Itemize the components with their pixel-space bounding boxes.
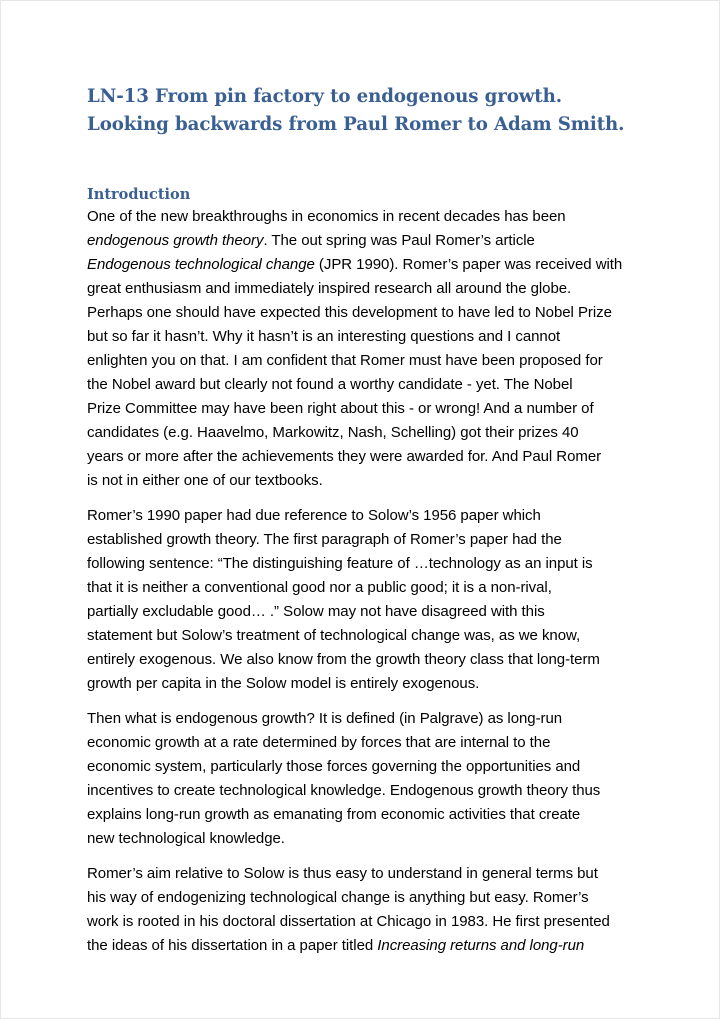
text-run: that it is neither a conventional good nor a public good; it is a non-rival, <box>87 579 552 596</box>
italic-text: endogenous growth theory <box>87 232 264 249</box>
text-run: economic system, particularly those forces governing the opportunities and <box>87 758 581 775</box>
document-title <box>87 83 647 139</box>
title-line-1: LN-13 From pin factory to endogenous growth. <box>87 86 562 107</box>
paragraph-line <box>87 469 647 493</box>
paragraph-line <box>87 253 647 277</box>
text-run: statement but Solow’s treatment of technological change was, as we know, <box>87 627 581 644</box>
text-run: candidates (e.g. Haavelmo, Markowitz, Nash, Schelling) got their prizes 40 <box>87 424 579 441</box>
paragraph-line <box>87 910 647 934</box>
text-run: years or more after the achievements they were awarded for. And Paul Romer <box>87 448 602 465</box>
text-run: the ideas of his dissertation in a paper titled <box>87 937 378 954</box>
paragraph-line <box>87 803 647 827</box>
text-run: (JPR 1990). Romer’s paper was received with <box>314 256 623 273</box>
paragraph-line <box>87 827 647 851</box>
paragraph-line <box>87 373 647 397</box>
paragraph <box>87 707 647 851</box>
paragraph-line <box>87 648 647 672</box>
text-run: but so far it hasn’t. Why it hasn’t is an interesting questions and I cannot <box>87 328 561 345</box>
text-run: new technological knowledge. <box>87 830 285 847</box>
text-run: is not in either one of our textbooks. <box>87 472 323 489</box>
text-run: Perhaps one should have expected this development to have led to Nobel Prize <box>87 304 612 321</box>
section-heading-introduction: Introduction <box>87 186 191 203</box>
paragraph-line <box>87 325 647 349</box>
italic-text: Endogenous technological change <box>87 256 315 273</box>
text-run: economic growth at a rate determined by forces that are internal to the <box>87 734 551 751</box>
title-line-2: Looking backwards from Paul Romer to Adam Smith. <box>87 114 625 135</box>
text-run: great enthusiasm and immediately inspired research all around the globe. <box>87 280 572 297</box>
text-run: growth per capita in the Solow model is entirely exogenous. <box>87 675 480 692</box>
paragraph-line <box>87 707 647 731</box>
paragraph <box>87 205 647 493</box>
body-text <box>87 205 647 958</box>
text-run: Then what is endogenous growth? It is defined (in Palgrave) as long-run <box>87 710 563 727</box>
paragraph-line <box>87 528 647 552</box>
text-run: following sentence: “The distinguishing feature of …technology as an input is <box>87 555 593 572</box>
paragraph-line <box>87 205 647 229</box>
text-run: Romer’s aim relative to Solow is thus easy to understand in general terms but <box>87 865 598 882</box>
paragraph-line <box>87 672 647 696</box>
paragraph-line <box>87 862 647 886</box>
paragraph <box>87 504 647 696</box>
paragraph-line <box>87 504 647 528</box>
paragraph-line <box>87 934 647 958</box>
paragraph-line <box>87 624 647 648</box>
paragraph-line <box>87 229 647 253</box>
text-run: his way of endogenizing technological change is anything but easy. Romer’s <box>87 889 589 906</box>
paragraph-line <box>87 301 647 325</box>
text-run: entirely exogenous. We also know from the growth theory class that long-term <box>87 651 600 668</box>
paragraph-line <box>87 576 647 600</box>
paragraph-line <box>87 600 647 624</box>
text-run: work is rooted in his doctoral dissertation at Chicago in 1983. He first presented <box>87 913 610 930</box>
text-run: . The out spring was Paul Romer’s article <box>263 232 535 249</box>
text-run: Romer’s 1990 paper had due reference to Solow’s 1956 paper which <box>87 507 541 524</box>
paragraph-line <box>87 397 647 421</box>
paragraph-line <box>87 755 647 779</box>
document-content <box>87 83 647 969</box>
text-run: incentives to create technological knowledge. Endogenous growth theory thus <box>87 782 601 799</box>
paragraph-line <box>87 886 647 910</box>
text-run: partially excludable good… .” Solow may not have disagreed with this <box>87 603 545 620</box>
paragraph-line <box>87 552 647 576</box>
paragraph-line <box>87 731 647 755</box>
paragraph-line <box>87 421 647 445</box>
paragraph-line <box>87 445 647 469</box>
paragraph-line <box>87 277 647 301</box>
italic-text: Increasing returns and long-run <box>377 937 585 954</box>
text-run: Prize Committee may have been right about this - or wrong! And a number of <box>87 400 594 417</box>
paragraph-line <box>87 349 647 373</box>
text-run: enlighten you on that. I am confident that Romer must have been proposed for <box>87 352 603 369</box>
text-run: the Nobel award but clearly not found a worthy candidate - yet. The Nobel <box>87 376 573 393</box>
text-run: One of the new breakthroughs in economics in recent decades has been <box>87 208 566 225</box>
paragraph-line <box>87 779 647 803</box>
paragraph <box>87 862 647 958</box>
text-run: explains long-run growth as emanating from economic activities that create <box>87 806 581 823</box>
text-run: established growth theory. The first paragraph of Romer’s paper had the <box>87 531 562 548</box>
